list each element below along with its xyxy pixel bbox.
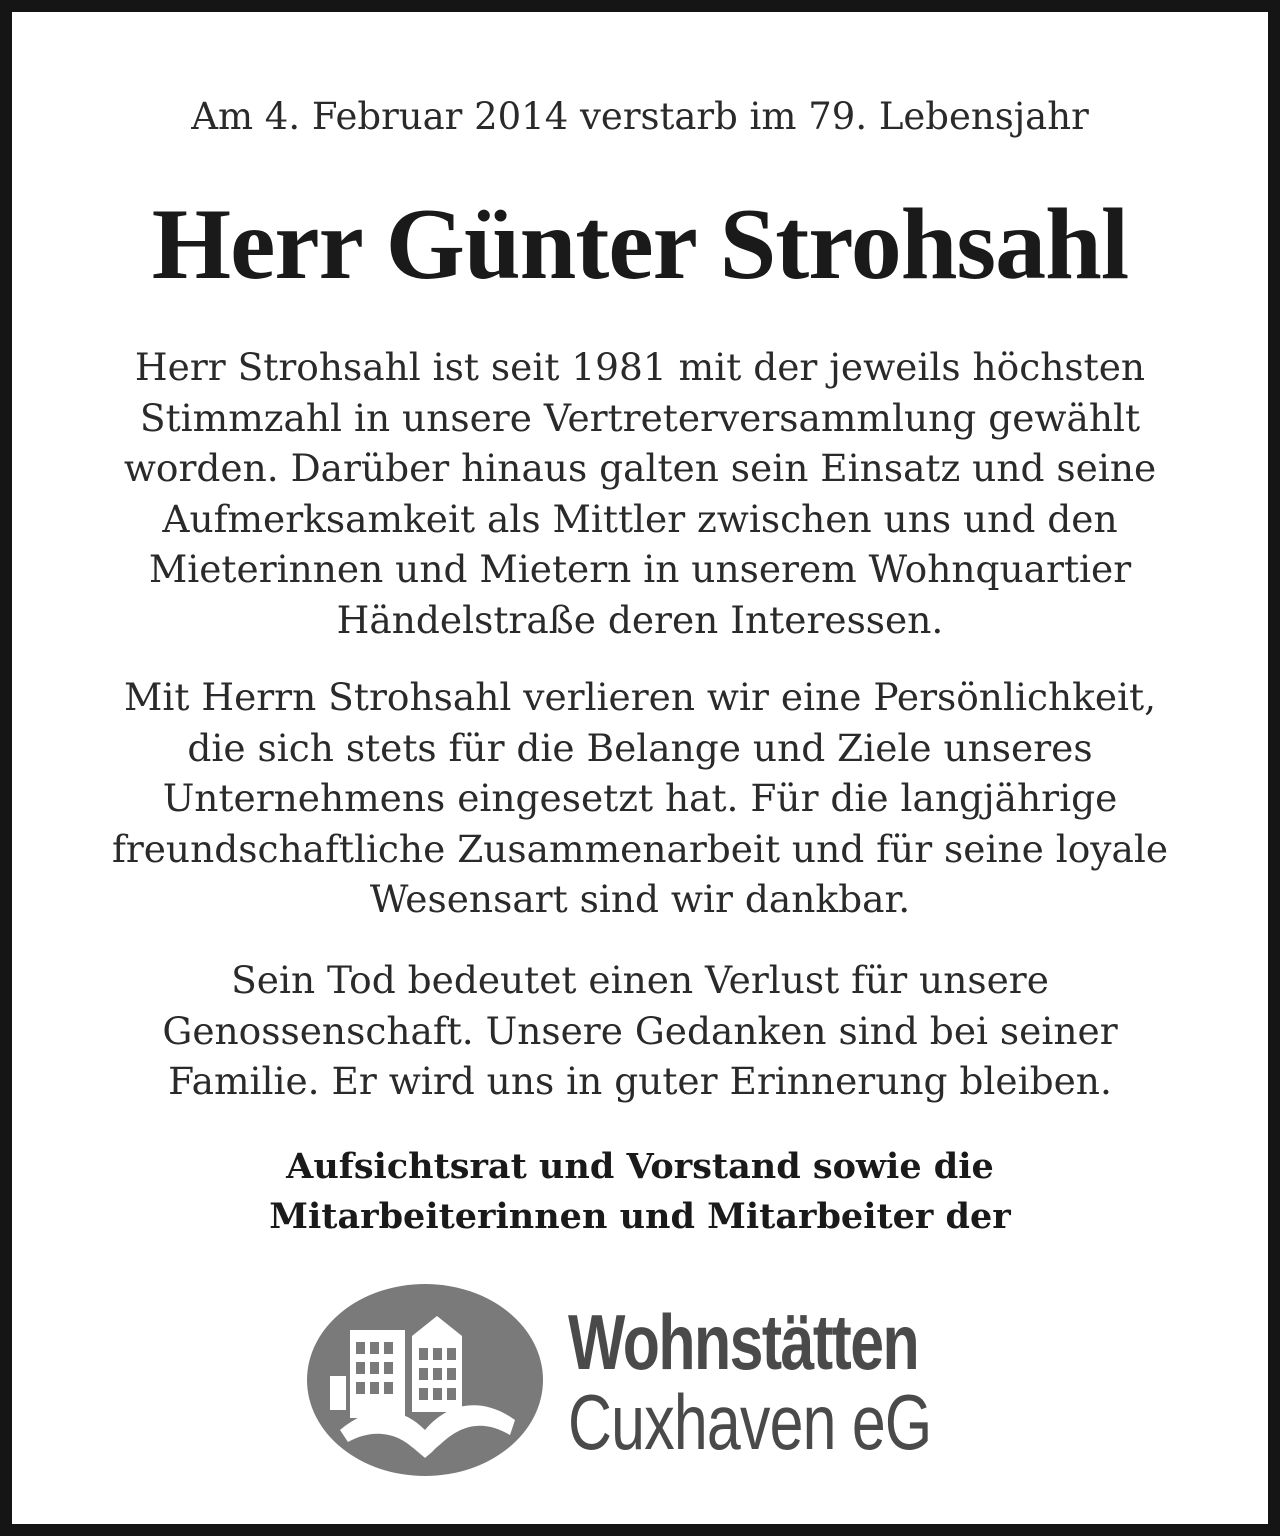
houses-in-circle-icon xyxy=(300,1280,550,1480)
deceased-name: Herr Günter Strohsahl xyxy=(151,188,1129,301)
paragraph-line: die sich stets für die Belange und Ziele unseres xyxy=(187,725,1093,770)
signature-line: Mitarbeiterinnen und Mitarbeiter der xyxy=(269,1196,1011,1237)
logo-line-1: Wohnstätten xyxy=(568,1298,919,1386)
paragraph-line: worden. Darüber hinaus galten sein Einsatz und seine xyxy=(123,446,1157,490)
paragraph-line: Wesensart sind wir dankbar. xyxy=(369,877,911,921)
paragraph-line: Stimmzahl in unsere Vertreterversammlung gewählt xyxy=(139,395,1141,440)
paragraph-line: freundschaftliche Zusammenarbeit und für seine loyale xyxy=(111,826,1169,871)
paragraph-line: Mit Herrn Strohsahl verlieren wir eine Persönlichkeit, xyxy=(123,675,1157,719)
paragraph-1 xyxy=(40,342,1240,645)
paragraph-line: Herr Strohsahl ist seit 1981 mit der jeweils höchsten xyxy=(134,345,1146,389)
paragraph-line: Aufmerksamkeit als Mittler zwischen uns und den xyxy=(162,496,1118,541)
logo-wordmark xyxy=(568,1298,1034,1466)
notice-intro: Am 4. Februar 2014 verstarb im 79. Lebensjahr xyxy=(191,95,1089,138)
paragraph-3 xyxy=(40,955,1240,1107)
paragraph-line: Genossenschaft. Unsere Gedanken sind bei seiner xyxy=(162,1008,1118,1053)
company-logo xyxy=(300,1280,1000,1480)
logo-line-2: Cuxhaven eG xyxy=(568,1378,932,1466)
paragraph-line: Familie. Er wird uns in guter Erinnerung bleiben. xyxy=(168,1059,1112,1103)
paragraph-line: Sein Tod bedeutet einen Verlust für unsere xyxy=(231,958,1049,1002)
paragraph-2 xyxy=(40,672,1240,925)
paragraph-line: Mieterinnen und Mietern in unserem Wohnquartier xyxy=(148,547,1132,591)
signature-line: Aufsichtsrat und Vorstand sowie die xyxy=(286,1146,994,1187)
signature-block xyxy=(40,1142,1240,1242)
paragraph-line: Unternehmens eingesetzt hat. Für die langjährige xyxy=(162,776,1118,820)
paragraph-line: Händelstraße deren Interessen. xyxy=(336,597,944,642)
